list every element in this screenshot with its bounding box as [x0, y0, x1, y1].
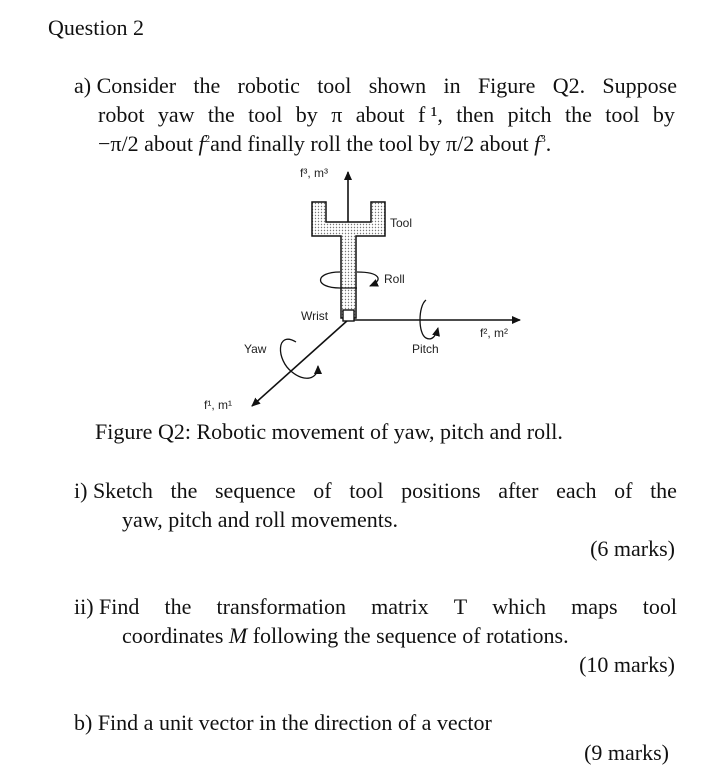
word: tool: [248, 102, 283, 127]
part-a-line-3-end: .: [545, 131, 552, 156]
part-b-text: b) Find a unit vector in the direction of a vector: [74, 710, 492, 735]
word: i) Sketch: [74, 478, 153, 503]
word: the: [564, 102, 592, 127]
word: T: [453, 594, 468, 619]
part-ii-marks: (10 marks): [579, 652, 675, 677]
label-roll: Roll: [384, 272, 405, 286]
word: by: [652, 102, 675, 127]
word: Suppose: [602, 73, 677, 98]
part-a-line-2: [98, 101, 675, 129]
part-ii-line-2-post: following the sequence of rotations.: [247, 623, 569, 648]
word: about: [355, 102, 405, 127]
part-ii-line-2-pre: coordinates: [122, 623, 229, 648]
label-axis3: f³, m³: [300, 166, 328, 180]
word: ii) Find: [74, 594, 140, 619]
word: transformation: [216, 594, 347, 619]
word: the: [650, 478, 677, 503]
frame-f3: f: [534, 131, 541, 156]
wrist-joint: [343, 310, 354, 321]
label-axis2: f², m²: [480, 326, 508, 340]
part-i-line-1: [74, 477, 677, 505]
frame-f2-sup: 2: [204, 133, 211, 145]
word: positions: [401, 478, 481, 503]
question-title: Question 2: [48, 15, 144, 40]
frame-f3-sup: 3: [540, 133, 546, 145]
part-i-marks: (6 marks): [590, 536, 675, 561]
word: f ¹,: [417, 102, 443, 127]
word: shown: [368, 73, 427, 98]
part-b-marks: (9 marks): [584, 740, 669, 765]
label-wrist: Wrist: [301, 309, 329, 323]
word: tool: [605, 102, 640, 127]
tool-coords-M: M: [228, 623, 248, 648]
word: then: [456, 102, 495, 127]
word: tool: [349, 478, 384, 503]
word: the: [193, 73, 221, 98]
word: yaw: [157, 102, 195, 127]
word: the: [207, 102, 235, 127]
word: Q2.: [552, 73, 586, 98]
word: pitch: [507, 102, 552, 127]
word: tool: [642, 594, 677, 619]
roll-arrow-front: [357, 272, 378, 286]
part-ii-line-1: [74, 593, 677, 621]
part-a-line-3: [98, 130, 551, 158]
word: which: [492, 594, 547, 619]
axis-f1-line: [252, 320, 348, 406]
word: sequence: [215, 478, 296, 503]
word: by: [295, 102, 318, 127]
word: matrix: [371, 594, 429, 619]
word: robot: [98, 102, 145, 127]
word: robotic: [237, 73, 300, 98]
part-a-line-3-pre: −π/2 about: [98, 131, 199, 156]
word: a) Consider: [74, 73, 177, 98]
roll-arrow-back: [321, 272, 341, 288]
word: the: [170, 478, 198, 503]
label-pitch: Pitch: [412, 342, 439, 356]
label-axis1: f¹, m¹: [204, 398, 232, 412]
word: Figure: [477, 73, 536, 98]
part-i-line-2: yaw, pitch and roll movements.: [122, 507, 398, 532]
word: tool: [317, 73, 352, 98]
yaw-arrow: [280, 339, 318, 378]
label-yaw: Yaw: [244, 342, 267, 356]
frame-f2: f: [198, 131, 205, 156]
part-a-line-3-mid: and finally roll the tool by π/2 about: [210, 131, 535, 156]
figure-caption: Figure Q2: Robotic movement of yaw, pitch and roll.: [95, 419, 563, 444]
label-tool: Tool: [390, 216, 413, 230]
part-ii-line-2: [122, 622, 569, 650]
word: the: [164, 594, 192, 619]
word: after: [498, 478, 539, 503]
word: of: [614, 478, 633, 503]
word: each: [556, 478, 597, 503]
part-a-line-1: [74, 72, 677, 100]
word: π: [331, 102, 343, 127]
word: in: [443, 73, 461, 98]
word: of: [313, 478, 332, 503]
robot-tool-figure: [200, 160, 540, 418]
word: maps: [571, 594, 618, 619]
